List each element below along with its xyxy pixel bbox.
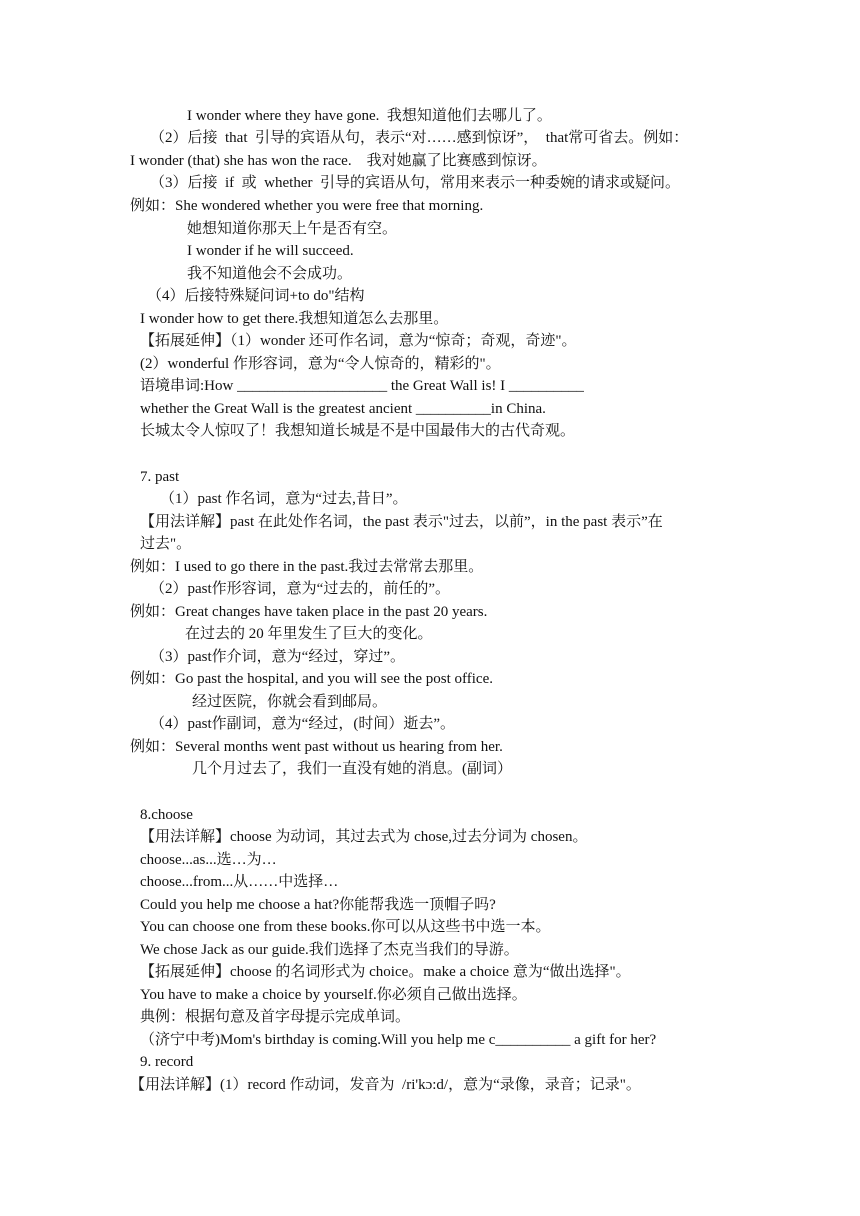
text-line: I wonder (that) she has won the race. 我对她赢了比赛感到惊讶。 — [130, 153, 547, 169]
text-line: 【用法详解】(1）record 作动词，发音为 /ri'kɔ:d/，意为“录像，录音；记录"。 — [130, 1077, 641, 1093]
text-line: 经过医院，你就会看到邮局。 — [192, 694, 388, 710]
text-line: （4）后接特殊疑问词+to do"结构 — [147, 288, 365, 304]
text-line: 【用法详解】choose 为动词，其过去式为 chose,过去分词为 chosen。 — [140, 829, 588, 845]
text-line: 在过去的 20 年里发生了巨大的变化。 — [185, 626, 433, 642]
text-line: choose...from...从……中选择… — [140, 874, 339, 890]
text-line: 例如：Several months went past without us hearing from her. — [130, 739, 503, 755]
text-line: （4）past作副词，意为“经过，(时间）逝去”。 — [150, 716, 455, 732]
text-line: whether the Great Wall is the greatest ancient __________in China. — [140, 401, 546, 417]
text-line: 她想知道你那天上午是否有空。 — [187, 221, 398, 237]
text-line: （3）后接 if 或 whether 引导的宾语从句，常用来表示一种委婉的请求或疑问。 — [150, 175, 680, 191]
text-line: 例如：She wondered whether you were free that morning. — [130, 198, 484, 214]
text-line: （2）后接 that 引导的宾语从句，表示“对……感到惊讶”， that常可省去。例如： — [150, 130, 689, 146]
text-line: You can choose one from these books.你可以从这些书中选一本。 — [140, 919, 551, 935]
text-line: 例如：Go past the hospital, and you will see the post office. — [130, 671, 493, 687]
text-line: 过去"。 — [140, 536, 192, 552]
text-line: 几个月过去了，我们一直没有她的消息。(副词） — [192, 761, 512, 777]
text-line: 典例：根据句意及首字母提示完成单词。 — [140, 1009, 411, 1025]
text-line: （济宁中考)Mom's birthday is coming.Will you help me c__________ a gift for her? — [140, 1032, 657, 1048]
text-line: We chose Jack as our guide.我们选择了杰克当我们的导游。 — [140, 942, 519, 958]
text-line: 【拓展延伸】choose 的名词形式为 choice。make a choice 意为“做出选择"。 — [140, 964, 631, 980]
text-line: 语境串词:How ____________________ the Great Wall is! I __________ — [140, 378, 584, 394]
section-heading: 7. past — [140, 469, 180, 485]
text-line: 例如：I used to go there in the past.我过去常常去那里。 — [130, 559, 484, 575]
text-line: 我不知道他会不会成功。 — [187, 266, 353, 282]
text-line: （1）past 作名词，意为“过去,昔日”。 — [160, 491, 408, 507]
section-heading: 8.choose — [140, 807, 193, 823]
text-line: 【用法详解】past 在此处作名词，the past 表示"过去，以前”，in the past 表示”在 — [140, 514, 663, 530]
text-line: I wonder if he will succeed. — [187, 243, 354, 259]
text-line: I wonder where they have gone. 我想知道他们去哪儿了。 — [187, 108, 552, 124]
section-heading: 9. record — [140, 1054, 194, 1070]
text-line: (2）wonderful 作形容词，意为“令人惊奇的，精彩的"。 — [140, 356, 501, 372]
text-line: 例如：Great changes have taken place in the past 20 years. — [130, 604, 488, 620]
text-line: Could you help me choose a hat?你能帮我选一顶帽子吗? — [140, 897, 496, 913]
text-line: choose...as...选…为… — [140, 852, 277, 868]
text-line: 长城太令人惊叹了！我想知道长城是不是中国最伟大的古代奇观。 — [140, 423, 576, 439]
text-line: （2）past作形容词，意为“过去的，前任的”。 — [150, 581, 450, 597]
text-line: （3）past作介词，意为“经过，穿过”。 — [150, 649, 405, 665]
text-line: 【拓展延伸】（1）wonder 还可作名词，意为“惊奇；奇观，奇迹"。 — [140, 333, 577, 349]
text-line: You have to make a choice by yourself.你必须自己做出选择。 — [140, 987, 527, 1003]
text-line: I wonder how to get there.我想知道怎么去那里。 — [140, 311, 449, 327]
